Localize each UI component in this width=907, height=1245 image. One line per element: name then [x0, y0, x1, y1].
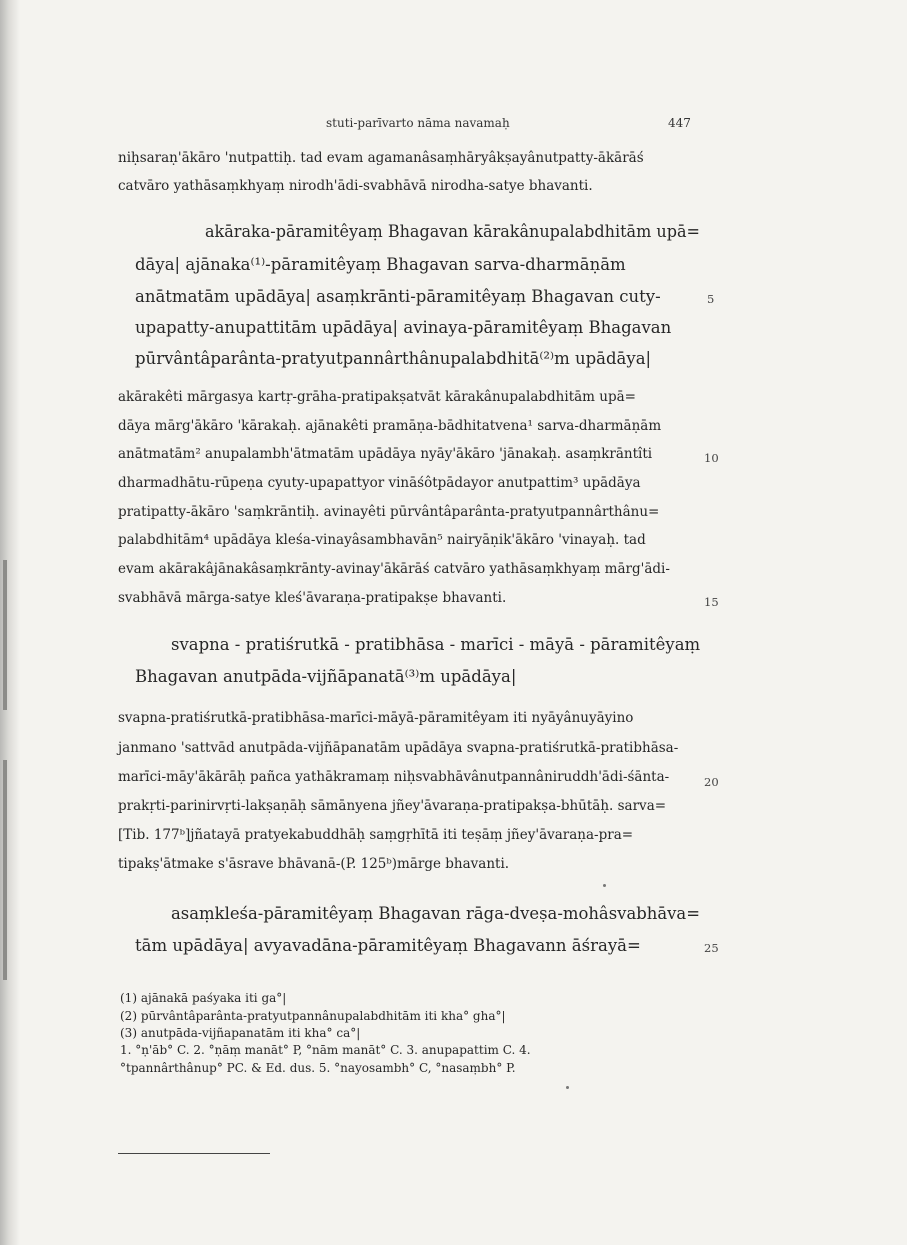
- commentary-line: janmano 'sattvād anutpāda-vijñāpanatām upādāya svapna-pratiśrutkā-pratibhāsa-: [118, 740, 679, 756]
- verse-line: dāya| ajānaka⁽¹⁾-pāramitêyaṃ Bhagavan sarva-dharmāṇām: [135, 255, 626, 274]
- scan-speck: [603, 884, 606, 887]
- commentary-line: tipakṣ'ātmake s'āsrave bhāvanā-(P. 125ᵇ)mārge bhavanti.: [118, 856, 510, 872]
- line-number: 20: [704, 775, 719, 789]
- commentary-line: akārakêti mārgasya kartṛ-grāha-pratipakṣatvāt kārakânupalabdhitām upā=: [118, 389, 636, 405]
- text-line: catvāro yathāsaṃkhyaṃ nirodh'ādi-svabhāvā nirodha-satye bhavanti.: [118, 178, 593, 194]
- verse-line: upapatty-anupattitām upādāya| avinaya-pāramitêyaṃ Bhagavan: [135, 318, 672, 337]
- verse-line: Bhagavan anutpāda-vijñāpanatā⁽³⁾m upādāya|: [135, 667, 517, 686]
- commentary-line: prakṛti-parinirvṛti-lakṣaṇāḥ sāmānyena jñey'āvaraṇa-pratipakṣa-bhūtāḥ. sarva=: [118, 798, 667, 814]
- commentary-line: anātmatām² anupalambh'ātmatām upādāya nyāy'ākāro 'jānakaḥ. asaṃkrāntîti: [118, 446, 653, 462]
- footnote: (2) pūrvântâparânta-pratyutpannânupalabdhitām iti kha° gha°|: [120, 1009, 506, 1023]
- commentary-line: palabdhitām⁴ upādāya kleśa-vinayâsambhavān⁵ nairyāṇik'ākāro 'vinayaḥ. tad: [118, 532, 646, 548]
- verse-line: asaṃkleśa-pāramitêyaṃ Bhagavan rāga-dveṣa-mohâsvabhāva=: [171, 904, 701, 923]
- running-header-title: stuti-parīvarto nāma navamaḥ: [326, 116, 510, 130]
- footnote-rule: [118, 1153, 270, 1154]
- footnote: 1. °ṇ'āb° C. 2. °ṇāṃ manāt° P, °nām manāt° C. 3. anupapattim C. 4.: [120, 1043, 531, 1057]
- commentary-line: svabhāvā mārga-satye kleś'āvaraṇa-pratipakṣe bhavanti.: [118, 590, 507, 606]
- scan-edge-mark: [3, 760, 7, 980]
- commentary-line: pratipatty-ākāro 'saṃkrāntiḥ. avinayêti pūrvântâparânta-pratyutpannârthânu=: [118, 504, 660, 520]
- verse-line: svapna - pratiśrutkā - pratibhāsa - marīci - māyā - pāramitêyaṃ: [171, 635, 701, 654]
- line-number: 5: [707, 292, 715, 306]
- commentary-line: svapna-pratiśrutkā-pratibhāsa-marīci-māyā-pāramitêyam iti nyāyânuyāyino: [118, 710, 634, 726]
- line-number: 25: [704, 941, 719, 955]
- verse-line: akāraka-pāramitêyaṃ Bhagavan kārakânupalabdhitām upā=: [205, 222, 700, 241]
- scan-speck: [566, 1086, 569, 1089]
- footnote: (1) ajānakā paśyaka iti ga°|: [120, 991, 287, 1005]
- footnote: (3) anutpāda-vijñapanatām iti kha° ca°|: [120, 1026, 361, 1040]
- commentary-line: dāya mārg'ākāro 'kārakaḥ. ajānakêti pramāṇa-bādhitatvena¹ sarva-dharmāṇām: [118, 418, 662, 434]
- scan-edge-mark: [3, 560, 7, 710]
- commentary-line: [Tib. 177ᵇ]jñatayā pratyekabuddhāḥ saṃgṛhītā iti teṣāṃ jñey'āvaraṇa-pra=: [118, 827, 634, 843]
- verse-line: tām upādāya| avyavadāna-pāramitêyaṃ Bhagavann āśrayā=: [135, 936, 641, 955]
- text-line: niḥsaraṇ'ākāro 'nutpattiḥ. tad evam agamanâsaṃhāryâkṣayânutpatty-ākārāś: [118, 150, 644, 166]
- page-number: 447: [668, 116, 691, 130]
- line-number: 10: [704, 451, 719, 465]
- commentary-line: evam akārakâjānakâsaṃkrānty-avinay'ākārāś catvāro yathāsaṃkhyaṃ mārg'ādi-: [118, 561, 670, 577]
- verse-line: anātmatām upādāya| asaṃkrānti-pāramitêyaṃ Bhagavan cuty-: [135, 287, 661, 306]
- commentary-line: dharmadhātu-rūpeṇa cyuty-upapattyor vināśôtpādayor anutpattim³ upādāya: [118, 475, 641, 491]
- commentary-line: marīci-māy'ākārāḥ pañca yathākramaṃ niḥsvabhāvânutpannâniruddh'ādi-śānta-: [118, 769, 670, 785]
- footnote: °tpannârthânup° PC. & Ed. dus. 5. °nayosambh° C, °nasaṃbh° P.: [120, 1061, 516, 1075]
- verse-line: pūrvântâparânta-pratyutpannârthânupalabdhitā⁽²⁾m upādāya|: [135, 349, 652, 368]
- line-number: 15: [704, 595, 719, 609]
